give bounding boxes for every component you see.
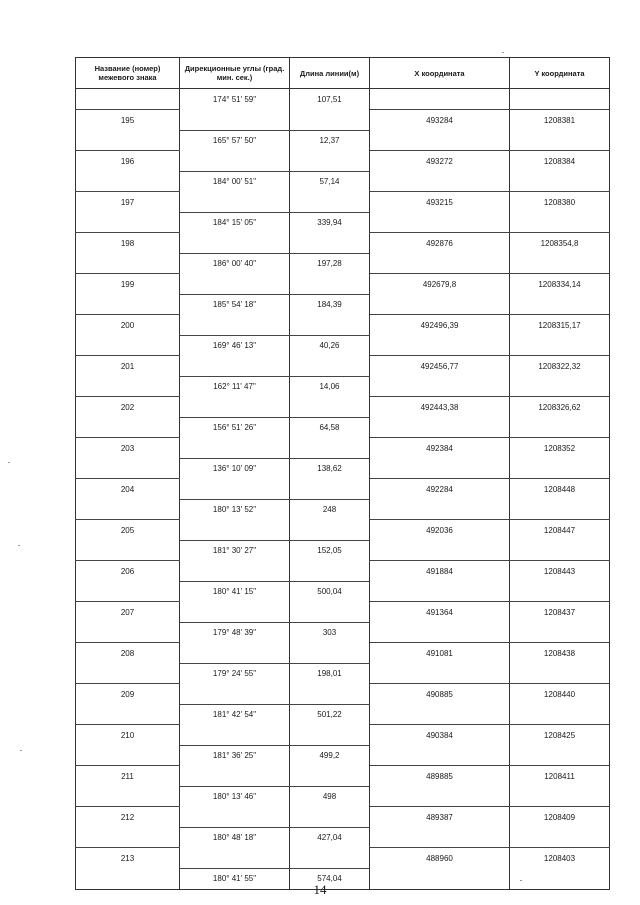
y-coordinate-cell (510, 581, 610, 602)
point-name-cell: 197 (76, 192, 180, 213)
point-name-cell: 201 (76, 356, 180, 377)
direction-angle-cell: 181° 42' 54" (180, 704, 290, 725)
point-name-cell: 210 (76, 725, 180, 746)
x-coordinate-cell: 489387 (370, 807, 510, 828)
line-length-cell: 107,51 (290, 89, 370, 110)
point-name-cell: 208 (76, 643, 180, 664)
x-coordinate-cell: 492036 (370, 520, 510, 541)
segment-row (76, 417, 610, 438)
x-coordinate-cell (370, 89, 510, 110)
direction-angle-cell: 174° 51' 59" (180, 89, 290, 110)
line-length-cell (290, 848, 370, 869)
line-length-cell (290, 192, 370, 213)
point-row (76, 602, 610, 623)
header-x-coordinate: X координата (370, 58, 510, 89)
line-length-cell (290, 356, 370, 377)
direction-angle-cell (180, 725, 290, 746)
point-name-cell (76, 540, 180, 561)
point-name-cell (76, 417, 180, 438)
direction-angle-cell: 184° 00' 51" (180, 171, 290, 192)
line-length-cell (290, 315, 370, 336)
direction-angle-cell: 180° 13' 46" (180, 786, 290, 807)
segment-row (76, 130, 610, 151)
y-coordinate-cell: 1208380 (510, 192, 610, 213)
point-name-cell: 211 (76, 766, 180, 787)
point-row (76, 438, 610, 459)
x-coordinate-cell (370, 417, 510, 438)
line-length-cell: 303 (290, 622, 370, 643)
line-length-cell (290, 110, 370, 131)
line-length-cell (290, 766, 370, 787)
direction-angle-cell (180, 192, 290, 213)
y-coordinate-cell (510, 335, 610, 356)
x-coordinate-cell: 488960 (370, 848, 510, 869)
y-coordinate-cell: 1208322,32 (510, 356, 610, 377)
y-coordinate-cell: 1208411 (510, 766, 610, 787)
x-coordinate-cell (370, 335, 510, 356)
scan-speck (520, 880, 522, 881)
y-coordinate-cell: 1208334,14 (510, 274, 610, 295)
x-coordinate-cell: 492456,77 (370, 356, 510, 377)
segment-row (76, 171, 610, 192)
point-name-cell (76, 704, 180, 725)
point-name-cell (76, 745, 180, 766)
direction-angle-cell (180, 479, 290, 500)
direction-angle-cell (180, 438, 290, 459)
line-length-cell: 248 (290, 499, 370, 520)
header-point-name: Название (номер) межевого знака (76, 58, 180, 89)
point-name-cell: 212 (76, 807, 180, 828)
y-coordinate-cell (510, 458, 610, 479)
point-row (76, 356, 610, 377)
direction-angle-cell: 186° 00' 40" (180, 253, 290, 274)
line-length-cell: 501,22 (290, 704, 370, 725)
line-length-cell: 197,28 (290, 253, 370, 274)
direction-angle-cell (180, 274, 290, 295)
point-row (76, 397, 610, 418)
direction-angle-cell: 180° 41' 55" (180, 868, 290, 889)
line-length-cell (290, 684, 370, 705)
x-coordinate-cell (370, 581, 510, 602)
x-coordinate-cell: 491884 (370, 561, 510, 582)
direction-angle-cell: 180° 48' 18" (180, 827, 290, 848)
line-length-cell: 574,04 (290, 868, 370, 889)
direction-angle-cell: 169° 46' 13" (180, 335, 290, 356)
point-name-cell: 196 (76, 151, 180, 172)
point-name-cell: 198 (76, 233, 180, 254)
y-coordinate-cell (510, 89, 610, 110)
line-length-cell (290, 520, 370, 541)
direction-angle-cell: 181° 30' 27" (180, 540, 290, 561)
line-length-cell (290, 643, 370, 664)
point-name-cell (76, 499, 180, 520)
x-coordinate-cell (370, 294, 510, 315)
point-name-cell (76, 130, 180, 151)
direction-angle-cell: 136° 10' 09" (180, 458, 290, 479)
segment-row (76, 253, 610, 274)
x-coordinate-cell: 491364 (370, 602, 510, 623)
x-coordinate-cell: 492496,39 (370, 315, 510, 336)
line-length-cell (290, 725, 370, 746)
point-row (76, 192, 610, 213)
x-coordinate-cell: 492876 (370, 233, 510, 254)
scan-speck (8, 462, 10, 463)
point-row (76, 520, 610, 541)
segment-row (76, 458, 610, 479)
point-name-cell: 209 (76, 684, 180, 705)
x-coordinate-cell: 493215 (370, 192, 510, 213)
x-coordinate-cell (370, 130, 510, 151)
y-coordinate-cell (510, 827, 610, 848)
point-row (76, 807, 610, 828)
direction-angle-cell (180, 766, 290, 787)
x-coordinate-cell (370, 745, 510, 766)
direction-angle-cell: 179° 24' 55" (180, 663, 290, 684)
y-coordinate-cell (510, 622, 610, 643)
segment-row (76, 745, 610, 766)
x-coordinate-cell (370, 540, 510, 561)
segment-row (76, 581, 610, 602)
direction-angle-cell (180, 561, 290, 582)
point-name-cell (76, 253, 180, 274)
direction-angle-cell: 162° 11' 47" (180, 376, 290, 397)
point-row (76, 233, 610, 254)
segment-row (76, 89, 610, 110)
point-name-cell (76, 171, 180, 192)
x-coordinate-cell (370, 212, 510, 233)
point-row (76, 315, 610, 336)
direction-angle-cell (180, 110, 290, 131)
x-coordinate-cell (370, 622, 510, 643)
y-coordinate-cell (510, 130, 610, 151)
direction-angle-cell (180, 643, 290, 664)
y-coordinate-cell: 1208425 (510, 725, 610, 746)
line-length-cell (290, 233, 370, 254)
point-name-cell (76, 335, 180, 356)
scan-speck (18, 545, 20, 546)
y-coordinate-cell (510, 704, 610, 725)
direction-angle-cell: 181° 36' 25" (180, 745, 290, 766)
direction-angle-cell (180, 807, 290, 828)
page-number: 14 (313, 882, 327, 897)
point-name-cell: 204 (76, 479, 180, 500)
x-coordinate-cell (370, 253, 510, 274)
point-name-cell: 203 (76, 438, 180, 459)
line-length-cell: 198,01 (290, 663, 370, 684)
point-row (76, 725, 610, 746)
x-coordinate-cell: 490384 (370, 725, 510, 746)
line-length-cell (290, 397, 370, 418)
y-coordinate-cell (510, 786, 610, 807)
point-name-cell: 206 (76, 561, 180, 582)
direction-angle-cell: 180° 13' 52" (180, 499, 290, 520)
point-name-cell (76, 786, 180, 807)
segment-row (76, 827, 610, 848)
direction-angle-cell: 180° 41' 15" (180, 581, 290, 602)
y-coordinate-cell (510, 171, 610, 192)
y-coordinate-cell: 1208403 (510, 848, 610, 869)
point-name-cell: 202 (76, 397, 180, 418)
x-coordinate-cell: 491081 (370, 643, 510, 664)
y-coordinate-cell (510, 376, 610, 397)
line-length-cell: 152,05 (290, 540, 370, 561)
direction-angle-cell (180, 151, 290, 172)
point-name-cell: 199 (76, 274, 180, 295)
x-coordinate-cell (370, 171, 510, 192)
direction-angle-cell: 185° 54' 18" (180, 294, 290, 315)
point-name-cell: 205 (76, 520, 180, 541)
point-name-cell: 195 (76, 110, 180, 131)
x-coordinate-cell: 493272 (370, 151, 510, 172)
point-name-cell: 207 (76, 602, 180, 623)
direction-angle-cell: 165° 57' 50" (180, 130, 290, 151)
line-length-cell (290, 602, 370, 623)
x-coordinate-cell (370, 376, 510, 397)
direction-angle-cell (180, 356, 290, 377)
point-name-cell (76, 663, 180, 684)
direction-angle-cell: 179° 48' 39" (180, 622, 290, 643)
segment-row (76, 335, 610, 356)
segment-row (76, 212, 610, 233)
y-coordinate-cell (510, 212, 610, 233)
y-coordinate-cell: 1208437 (510, 602, 610, 623)
segment-row (76, 786, 610, 807)
point-name-cell (76, 212, 180, 233)
y-coordinate-cell (510, 540, 610, 561)
direction-angle-cell (180, 848, 290, 869)
y-coordinate-cell (510, 745, 610, 766)
y-coordinate-cell (510, 663, 610, 684)
header-direction-angle: Дирекционные углы (град. мин. сек.) (180, 58, 290, 89)
point-row (76, 479, 610, 500)
direction-angle-cell (180, 602, 290, 623)
line-length-cell: 499,2 (290, 745, 370, 766)
direction-angle-cell (180, 684, 290, 705)
header-y-coordinate: Y координата (510, 58, 610, 89)
scan-speck (502, 52, 504, 53)
y-coordinate-cell: 1208438 (510, 643, 610, 664)
point-row (76, 110, 610, 131)
y-coordinate-cell: 1208443 (510, 561, 610, 582)
y-coordinate-cell: 1208352 (510, 438, 610, 459)
x-coordinate-cell (370, 786, 510, 807)
y-coordinate-cell (510, 417, 610, 438)
point-name-cell: 213 (76, 848, 180, 869)
x-coordinate-cell: 492679,8 (370, 274, 510, 295)
table-header-row (76, 58, 610, 89)
line-length-cell: 498 (290, 786, 370, 807)
point-name-cell (76, 581, 180, 602)
direction-angle-cell (180, 315, 290, 336)
point-name-cell (76, 376, 180, 397)
line-length-cell: 184,39 (290, 294, 370, 315)
line-length-cell: 138,62 (290, 458, 370, 479)
point-row (76, 766, 610, 787)
segment-row (76, 376, 610, 397)
line-length-cell: 339,94 (290, 212, 370, 233)
x-coordinate-cell (370, 499, 510, 520)
point-row (76, 684, 610, 705)
point-row (76, 643, 610, 664)
header-line-length: Длина линии(м) (290, 58, 370, 89)
line-length-cell (290, 438, 370, 459)
direction-angle-cell: 156° 51' 26" (180, 417, 290, 438)
y-coordinate-cell (510, 253, 610, 274)
x-coordinate-cell: 492384 (370, 438, 510, 459)
point-name-cell (76, 827, 180, 848)
direction-angle-cell (180, 397, 290, 418)
y-coordinate-cell: 1208354,8 (510, 233, 610, 254)
point-row (76, 151, 610, 172)
line-length-cell (290, 274, 370, 295)
line-length-cell: 57,14 (290, 171, 370, 192)
line-length-cell: 500,04 (290, 581, 370, 602)
y-coordinate-cell: 1208447 (510, 520, 610, 541)
line-length-cell: 12,37 (290, 130, 370, 151)
line-length-cell: 40,26 (290, 335, 370, 356)
point-name-cell (76, 294, 180, 315)
point-name-cell (76, 89, 180, 110)
x-coordinate-cell: 492443,38 (370, 397, 510, 418)
point-row (76, 274, 610, 295)
line-length-cell (290, 807, 370, 828)
line-length-cell: 14,06 (290, 376, 370, 397)
y-coordinate-cell: 1208440 (510, 684, 610, 705)
line-length-cell: 64,58 (290, 417, 370, 438)
y-coordinate-cell: 1208384 (510, 151, 610, 172)
y-coordinate-cell: 1208326,62 (510, 397, 610, 418)
y-coordinate-cell: 1208409 (510, 807, 610, 828)
point-name-cell (76, 458, 180, 479)
segment-row (76, 704, 610, 725)
segment-row (76, 622, 610, 643)
segment-row (76, 294, 610, 315)
point-name-cell (76, 622, 180, 643)
direction-angle-cell (180, 520, 290, 541)
y-coordinate-cell (510, 499, 610, 520)
point-name-cell: 200 (76, 315, 180, 336)
direction-angle-cell (180, 233, 290, 254)
point-row (76, 561, 610, 582)
segment-row (76, 499, 610, 520)
segment-row (76, 663, 610, 684)
line-length-cell (290, 561, 370, 582)
x-coordinate-cell: 493284 (370, 110, 510, 131)
x-coordinate-cell (370, 827, 510, 848)
y-coordinate-cell: 1208315,17 (510, 315, 610, 336)
x-coordinate-cell (370, 663, 510, 684)
x-coordinate-cell (370, 704, 510, 725)
direction-angle-cell: 184° 15' 05" (180, 212, 290, 233)
y-coordinate-cell: 1208381 (510, 110, 610, 131)
x-coordinate-cell (370, 458, 510, 479)
boundary-coordinates-table (75, 57, 610, 890)
line-length-cell (290, 151, 370, 172)
point-row (76, 848, 610, 869)
x-coordinate-cell: 492284 (370, 479, 510, 500)
y-coordinate-cell (510, 294, 610, 315)
line-length-cell (290, 479, 370, 500)
scan-speck (20, 750, 22, 751)
line-length-cell: 427,04 (290, 827, 370, 848)
x-coordinate-cell: 489885 (370, 766, 510, 787)
y-coordinate-cell: 1208448 (510, 479, 610, 500)
x-coordinate-cell: 490885 (370, 684, 510, 705)
segment-row (76, 540, 610, 561)
